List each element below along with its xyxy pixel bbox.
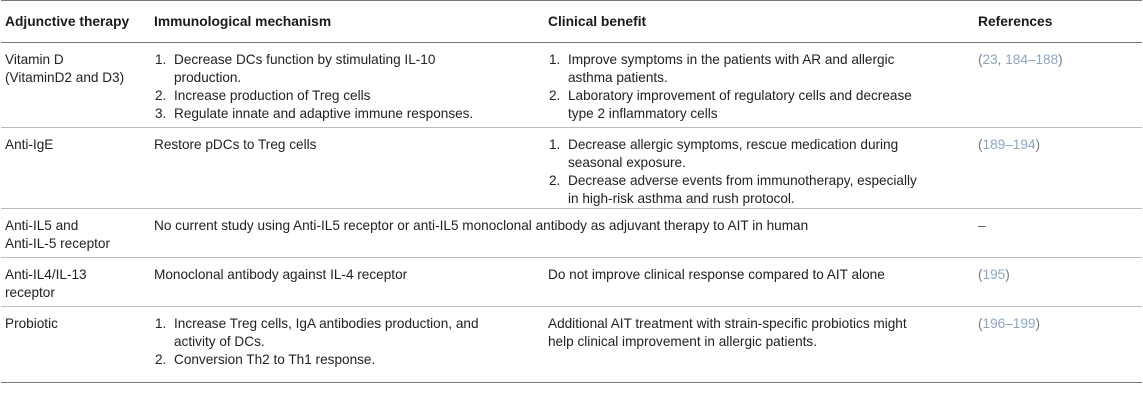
references-cell bbox=[974, 43, 1142, 128]
benefit-cell bbox=[544, 128, 974, 209]
reference-link[interactable]: 23 bbox=[982, 52, 998, 67]
table-row-anti-ige bbox=[1, 128, 1142, 209]
list-item bbox=[154, 51, 540, 87]
table-body bbox=[1, 43, 1142, 383]
list-number: 2. bbox=[155, 352, 167, 367]
therapy-cell bbox=[1, 258, 150, 307]
list-number: 1. bbox=[549, 52, 561, 67]
references-cell bbox=[974, 209, 1142, 258]
ref-paren: ( bbox=[978, 52, 983, 67]
list-item bbox=[154, 87, 540, 105]
list-item-text: Regulate innate and adaptive immune responses. bbox=[174, 106, 474, 121]
mechanism-list bbox=[154, 51, 540, 123]
mechanism-cell bbox=[150, 307, 544, 383]
list-item-text: Improve symptoms in the patients with AR and allergic bbox=[568, 52, 895, 67]
header-row bbox=[1, 1, 1142, 43]
list-item bbox=[548, 172, 970, 208]
mechanism-list bbox=[154, 315, 540, 369]
table-row-probiotic bbox=[1, 307, 1142, 383]
references-cell bbox=[974, 307, 1142, 383]
mechanism-text: Monoclonal antibody against IL-4 receptor bbox=[154, 267, 408, 282]
list-item-text: Decrease allergic symptoms, rescue medication during bbox=[568, 137, 899, 152]
ref-paren: ) bbox=[1005, 267, 1010, 282]
mechanism-cell bbox=[150, 43, 544, 128]
reference-link[interactable]: 195 bbox=[982, 267, 1006, 282]
therapy-cell bbox=[1, 209, 150, 258]
benefit-cell bbox=[544, 307, 974, 383]
list-item-text: Increase Treg cells, IgA antibodies production, and bbox=[174, 316, 479, 331]
list-item bbox=[548, 87, 970, 123]
table-row-anti-il4-il13 bbox=[1, 258, 1142, 307]
mechanism-cell bbox=[150, 258, 544, 307]
list-item-text: production. bbox=[174, 70, 242, 85]
therapy-name-line: receptor bbox=[5, 285, 55, 300]
list-item-text: Decrease DCs function by stimulating IL-10 bbox=[174, 52, 436, 67]
therapy-name-line: (VitaminD2 and D3) bbox=[5, 70, 125, 85]
no-reference-dash: – bbox=[978, 218, 986, 233]
list-item bbox=[154, 105, 540, 123]
reference-link[interactable]: 184–188 bbox=[1005, 52, 1059, 67]
table-row-vitamin-d bbox=[1, 43, 1142, 128]
mechanism-text: Restore pDCs to Treg cells bbox=[154, 137, 317, 152]
therapy-name-line: Anti-IgE bbox=[5, 137, 54, 152]
therapy-cell bbox=[1, 307, 150, 383]
list-item-text: asthma patients. bbox=[568, 70, 668, 85]
list-item-text: Conversion Th2 to Th1 response. bbox=[174, 352, 376, 367]
benefit-cell bbox=[544, 43, 974, 128]
list-item-text: seasonal exposure. bbox=[568, 155, 686, 170]
header-adjunctive-therapy: Adjunctive therapy bbox=[5, 13, 130, 29]
therapy-name-line: Vitamin D bbox=[5, 52, 64, 67]
ref-paren: ( bbox=[978, 316, 983, 331]
therapy-name-line: Probiotic bbox=[5, 316, 58, 331]
ref-paren: ( bbox=[978, 137, 983, 152]
benefit-list bbox=[548, 51, 970, 123]
ref-paren: ) bbox=[1035, 316, 1040, 331]
list-number: 2. bbox=[549, 173, 561, 188]
header-immunological-mechanism: Immunological mechanism bbox=[154, 13, 332, 29]
benefit-text: Do not improve clinical response compared to AIT alone bbox=[548, 267, 885, 282]
header-clinical-benefit: Clinical benefit bbox=[548, 13, 647, 29]
list-item-text: Laboratory improvement of regulatory cells and decrease bbox=[568, 88, 912, 103]
spanning-note-text: No current study using Anti-IL5 receptor or anti-IL5 monoclonal antibody as adjuvant therapy to AIT in human bbox=[154, 218, 809, 233]
table-header bbox=[1, 1, 1142, 43]
table-row-anti-il5 bbox=[1, 209, 1142, 258]
header-references: References bbox=[978, 13, 1053, 29]
mechanism-cell bbox=[150, 128, 544, 209]
list-item-text: type 2 inflammatory cells bbox=[568, 106, 718, 121]
ref-separator: , bbox=[997, 52, 1006, 67]
ref-paren: ) bbox=[1058, 52, 1063, 67]
therapy-name-line: Anti-IL5 and bbox=[5, 218, 79, 233]
list-number: 2. bbox=[549, 88, 561, 103]
ref-paren: ) bbox=[1035, 137, 1040, 152]
reference-link[interactable]: 189–194 bbox=[982, 137, 1036, 152]
list-item bbox=[154, 351, 540, 369]
list-item-text: activity of DCs. bbox=[174, 334, 265, 349]
list-item bbox=[548, 136, 970, 172]
reference-link[interactable]: 196–199 bbox=[982, 316, 1036, 331]
benefit-text-line: help clinical improvement in allergic patients. bbox=[548, 334, 817, 349]
references-cell bbox=[974, 258, 1142, 307]
therapy-cell bbox=[1, 43, 150, 128]
list-item-text: Decrease adverse events from immunotherapy, especially bbox=[568, 173, 917, 188]
ref-paren: ( bbox=[978, 267, 983, 282]
therapy-name-line: Anti-IL4/IL-13 bbox=[5, 267, 87, 282]
list-number: 3. bbox=[155, 106, 167, 121]
list-number: 1. bbox=[155, 52, 167, 67]
list-item-text: Increase production of Treg cells bbox=[174, 88, 371, 103]
references-cell bbox=[974, 128, 1142, 209]
list-number: 2. bbox=[155, 88, 167, 103]
list-item-text: in high-risk asthma and rush protocol. bbox=[568, 191, 795, 206]
adjunctive-therapy-table bbox=[1, 0, 1142, 383]
spanning-note-cell bbox=[150, 209, 974, 258]
list-item bbox=[154, 315, 540, 351]
benefit-cell bbox=[544, 258, 974, 307]
therapy-cell bbox=[1, 128, 150, 209]
list-item bbox=[548, 51, 970, 87]
list-number: 1. bbox=[549, 137, 561, 152]
list-number: 1. bbox=[155, 316, 167, 331]
therapy-name-line: Anti-IL-5 receptor bbox=[5, 236, 111, 251]
benefit-list bbox=[548, 136, 970, 208]
benefit-text-line: Additional AIT treatment with strain-specific probiotics might bbox=[548, 316, 907, 331]
